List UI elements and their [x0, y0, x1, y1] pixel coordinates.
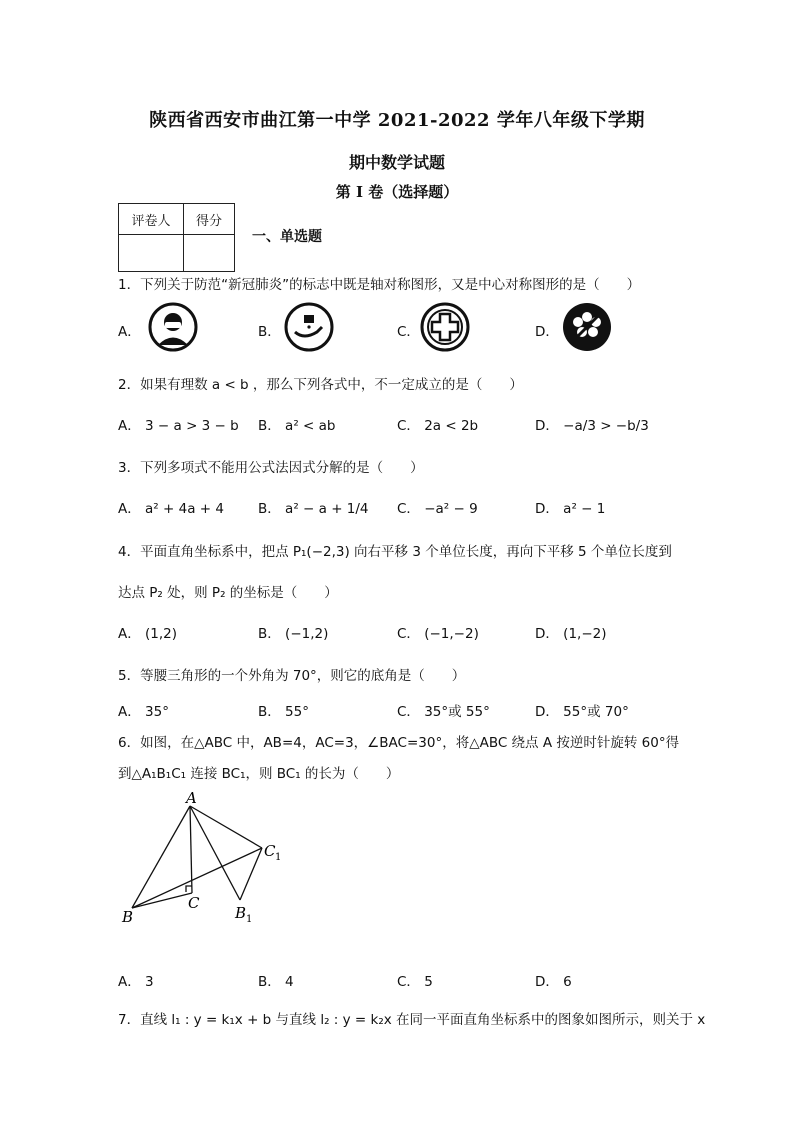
- crowd-prohibited-icon: [562, 302, 612, 352]
- question-1-stem: 1．下列关于防范“新冠肺炎”的标志中既是轴对称图形，又是中心对称图形的是（ ）: [118, 277, 641, 293]
- grader-cell[interactable]: [119, 235, 184, 272]
- grader-header: 评卷人: [119, 204, 184, 235]
- label-c1-sub: 1: [275, 852, 282, 863]
- q1-option-a[interactable]: A．: [118, 324, 141, 340]
- q4-option-c[interactable]: C． (−1,−2): [397, 626, 479, 642]
- question-6-stem: 6．如图，在△ABC 中，AB=4，AC=3，∠BAC=30°，将△ABC 绕点 A 按逆时针旋转 60°得: [118, 735, 680, 751]
- question-6-stem-cont: 到△A₁B₁C₁ 连接 BC₁，则 BC₁ 的长为（ ）: [118, 766, 400, 782]
- q4-option-d[interactable]: D． (1,−2): [535, 626, 607, 642]
- q6-option-c[interactable]: C． 5: [397, 974, 433, 990]
- q2-option-d[interactable]: D． −a/3 > −b/3: [535, 418, 649, 434]
- hand-wash-icon: [284, 302, 334, 352]
- mask-person-icon: [148, 302, 198, 352]
- question-7-stem: 7．直线 l₁ : y = k₁x + b 与直线 l₂ : y = k₂x 在同一平面直角坐标系中的图象如图所示，则关于 x: [118, 1012, 706, 1028]
- q2-option-b[interactable]: B． a² < ab: [258, 418, 336, 434]
- q5-option-c[interactable]: C． 35°或 55°: [397, 704, 490, 720]
- q1-option-b[interactable]: B．: [258, 324, 281, 340]
- q5-option-d[interactable]: D． 55°或 70°: [535, 704, 629, 720]
- q5-option-a[interactable]: A． 35°: [118, 704, 169, 720]
- volume-label: 第 I 卷（选择题）: [335, 183, 459, 201]
- q3-option-c[interactable]: C． −a² − 9: [397, 501, 478, 517]
- q3-option-a[interactable]: A． a² + 4a + 4: [118, 501, 224, 517]
- q2-option-c[interactable]: C． 2a < 2b: [397, 418, 479, 434]
- label-b1-sub: 1: [246, 914, 253, 925]
- label-b1: B: [235, 904, 247, 922]
- label-c1: C: [264, 842, 276, 860]
- score-table: [118, 203, 235, 272]
- label-c: C: [188, 894, 200, 912]
- q1-option-d[interactable]: D．: [535, 324, 559, 340]
- q2-option-a[interactable]: A． 3 − a > 3 − b: [118, 418, 239, 434]
- q4-option-a[interactable]: A． (1,2): [118, 626, 178, 642]
- q6-option-a[interactable]: A． 3: [118, 974, 154, 990]
- question-5-stem: 5．等腰三角形的一个外角为 70°，则它的底角是（ ）: [118, 668, 466, 684]
- page-title: 陕西省西安市曲江第一中学 2021-2022 学年八年级下学期: [149, 110, 645, 131]
- score-header: 得分: [184, 204, 235, 235]
- q4-option-b[interactable]: B． (−1,2): [258, 626, 329, 642]
- q5-option-b[interactable]: B． 55°: [258, 704, 309, 720]
- q6-option-b[interactable]: B． 4: [258, 974, 294, 990]
- question-2-stem: 2．如果有理数 a < b ，那么下列各式中，不一定成立的是（ ）: [118, 377, 523, 393]
- label-a: A: [186, 789, 197, 807]
- section-heading: 一、单选题: [252, 229, 322, 245]
- medical-cross-icon: [420, 302, 470, 352]
- question-3-stem: 3．下列多项式不能用公式法因式分解的是（ ）: [118, 460, 424, 476]
- q1-option-c[interactable]: C．: [397, 324, 420, 340]
- q3-option-b[interactable]: B． a² − a + 1/4: [258, 501, 369, 517]
- label-b: B: [122, 908, 134, 926]
- question-4-stem: 4．平面直角坐标系中，把点 P₁(−2,3) 向右平移 3 个单位长度，再向下平移 5 个单位长度到: [118, 544, 672, 560]
- score-cell[interactable]: [184, 235, 235, 272]
- q3-option-d[interactable]: D． a² − 1: [535, 501, 606, 517]
- page-subtitle: 期中数学试题: [348, 153, 445, 172]
- q6-option-d[interactable]: D． 6: [535, 974, 572, 990]
- triangle-rotation-figure: [112, 788, 302, 938]
- question-4-stem-cont: 达点 P₂ 处，则 P₂ 的坐标是（ ）: [118, 585, 338, 601]
